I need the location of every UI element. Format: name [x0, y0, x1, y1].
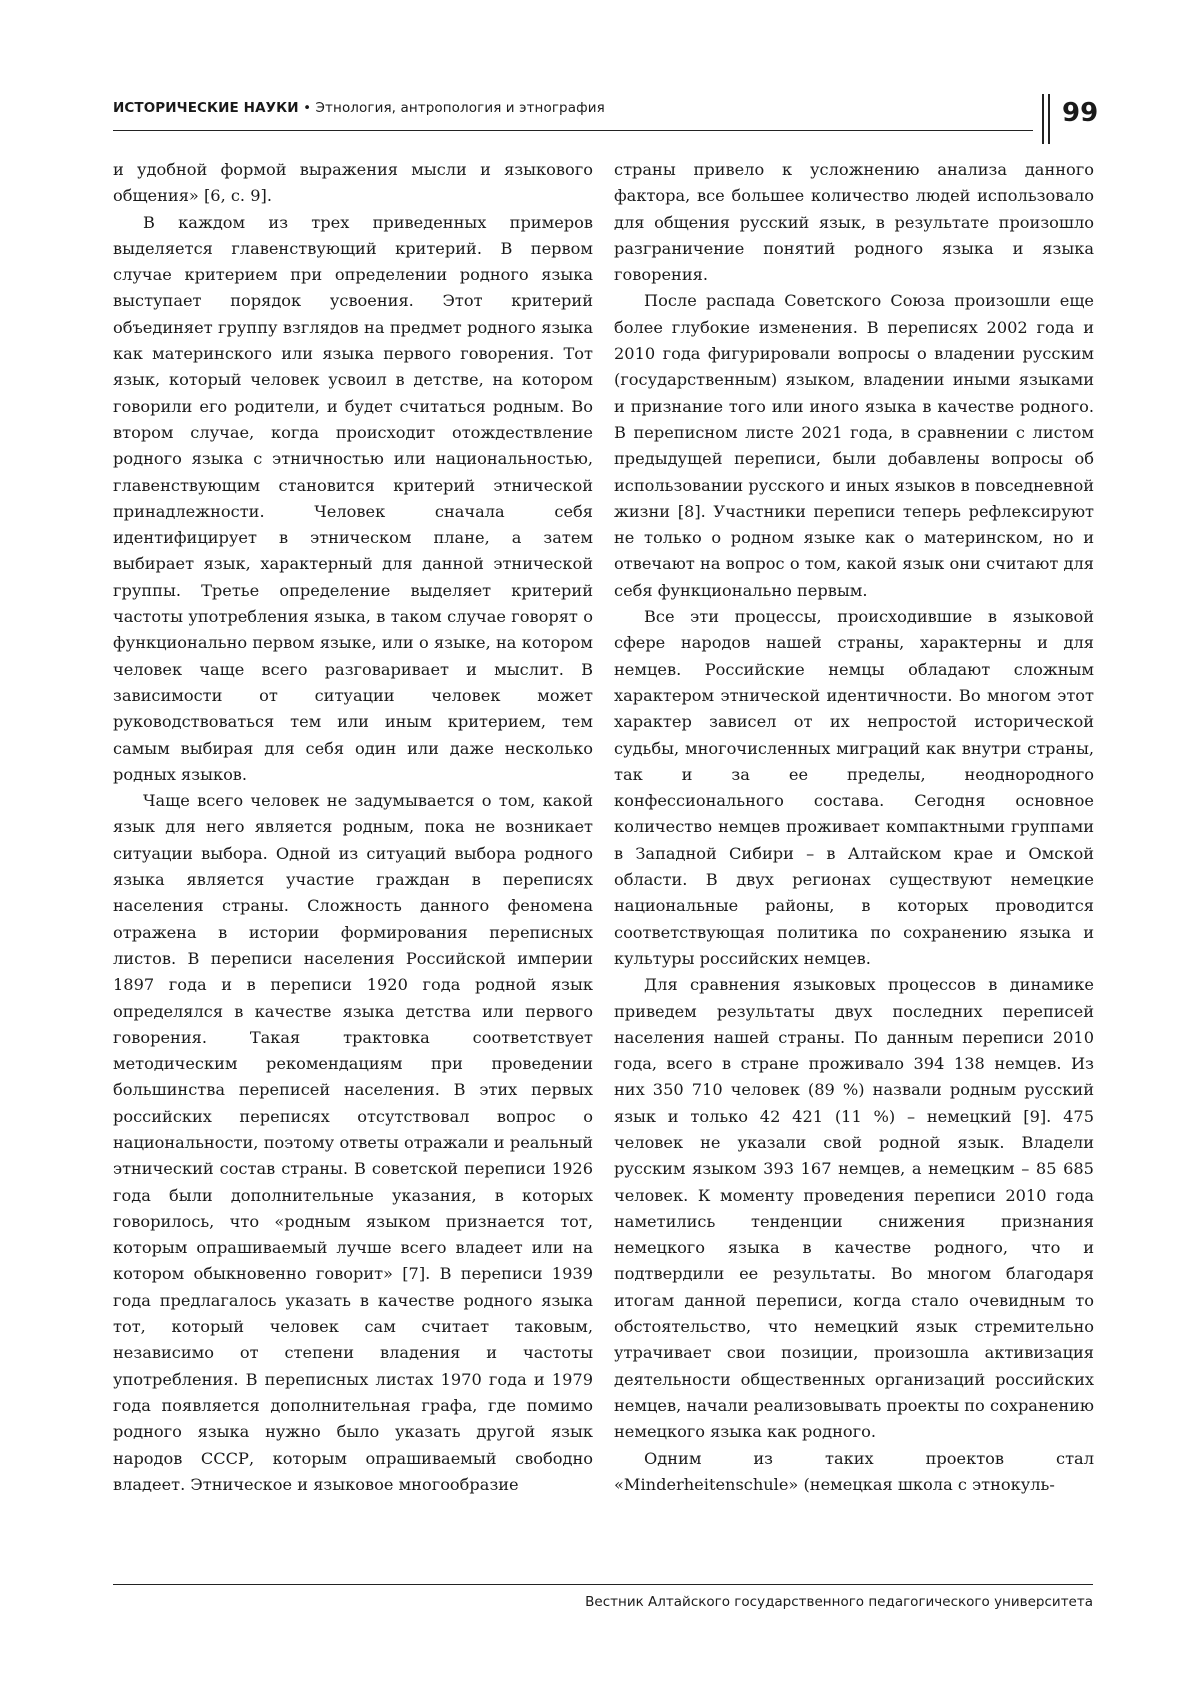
- running-head: [113, 100, 1033, 116]
- paragraph: В каждом из трех приведенных примеров выделяется главенствующий критерий. В первом случае критерием при определении родного языка выступает порядок усвоения. Этот критерий объединяет группу взглядов на предмет родного языка как материнского или языка первого говорения. Тот язык, который человек усвоил в детстве, на котором говорили его родители, и будет считаться родным. Во втором случае, когда происходит отождествление родного языка с этничностью или национальностью, главенствующим становится критерий этнической принадлежности. Человек сначала себя идентифицирует в этническом плане, а затем выбирает язык, характерный для данной этнической группы. Третье определение выделяет критерий частоты употребления языка, в таком случае говорят о функционально первом языке, или о языке, на котором человек чаще всего разговаривает и мыслит. В зависимости от ситуации человек может руководствоваться тем или иным критерием, тем самым выбирая для себя один или даже несколько родных языков.: [113, 212, 593, 784]
- header-divider-bar: [1048, 94, 1050, 144]
- paragraph: и удобной формой выражения мысли и языкового общения» [6, с. 9].: [113, 160, 593, 206]
- paragraph: Одним из таких проектов стал «Minderheitenschule» (немецкая школа с этнокуль-: [614, 1448, 1094, 1494]
- paragraph: После распада Советского Союза произошли еще более глубокие изменения. В переписях 2002 года и 2010 года фигурировали вопросы о владении русским (государственным) языком, владении иными языками и признание того или иного языка в качестве родного. В переписном листе 2021 года, в сравнении с листом предыдущей переписи, были добавлены вопросы об использовании русского и иных языков в повседневной жизни [8]. Участники переписи теперь рефлексируют не только о родном языке как о материнском, но и отвечают на вопрос о том, какой язык они считают для себя функционально первым.: [614, 291, 1094, 600]
- subsection-title: Этнология, антропология и этнография: [315, 100, 605, 116]
- header-divider-bar: [1042, 94, 1044, 144]
- header-rule: [113, 130, 1033, 131]
- paragraph: Все эти процессы, происходившие в языковой сфере народов нашей страны, характерны и для немцев. Российские немцы обладают сложным характером этнической идентичности. Во многом этот характер зависел от их непростой исторической судьбы, многочисленных миграций как внутри страны, так и за ее пределы, неоднородного конфессионального состава. Сегодня основное количество немцев проживает компактными группами в Западной Сибири – в Алтайском крае и Омской области. В двух регионах существуют немецкие национальные районы, в которых проводится соответствующая политика по сохранению языка и культуры российских немцев.: [614, 607, 1094, 968]
- right-column: [614, 157, 1094, 1498]
- journal-footer: Вестник Алтайского государственного педагогического университета: [585, 1594, 1093, 1610]
- header-bullet: •: [298, 100, 316, 116]
- paragraph: страны привело к усложнению анализа данного фактора, все большее количество людей использовало для общения русский язык, в результате произошло разграничение понятий родного языка и языка говорения.: [614, 160, 1094, 285]
- page-number: 99: [1062, 98, 1099, 128]
- section-title: ИСТОРИЧЕСКИЕ НАУКИ: [113, 100, 299, 116]
- left-column: [113, 157, 593, 1498]
- paragraph: Для сравнения языковых процессов в динамике приведем результаты двух последних переписей населения нашей страны. По данным переписи 2010 года, всего в стране проживало 394 138 немцев. Из них 350 710 человек (89 %) назвали родным русский язык и только 42 421 (11 %) – немецкий [9]. 475 человек не указали свой родной язык. Владели русским языком 393 167 немцев, а немецким – 85 685 человек. К моменту проведения переписи 2010 года наметились тенденции снижения признания немецкого языка в качестве родного, что и подтвердили ее результаты. Во многом благодаря итогам данной переписи, когда стало очевидным то обстоятельство, что немецкий язык стремительно утрачивает свои позиции, произошла активизация деятельности общественных организаций российских немцев, начали реализовывать проекты по сохранению немецкого языка как родного.: [614, 975, 1094, 1442]
- footer-rule: [113, 1584, 1093, 1585]
- paragraph: Чаще всего человек не задумывается о том, какой язык для него является родным, пока не возникает ситуации выбора. Одной из ситуаций выбора родного языка является участие граждан в переписях населения страны. Сложность данного феномена отражена в истории формирования переписных листов. В переписи населения Российской империи 1897 года и в переписи 1920 года родной язык определялся в качестве языка детства или первого говорения. Такая трактовка соответствует методическим рекомендациям при проведении большинства переписей населения. В этих первых российских переписях отсутствовал вопрос о национальности, поэтому ответы отражали и реальный этнический состав страны. В советской переписи 1926 года были дополнительные указания, в которых говорилось, что «родным языком признается тот, которым опрашиваемый лучше всего владеет или на котором обыкновенно говорит» [7]. В переписи 1939 года предлагалось указать в качестве родного языка тот, который человек сам считает таковым, независимо от степени владения и частоты употребления. В переписных листах 1970 года и 1979 года появляется дополнительная графа, где помимо родного языка нужно было указать другой язык народов СССР, которым опрашиваемый свободно владеет. Этническое и языковое многообразие: [113, 791, 593, 1494]
